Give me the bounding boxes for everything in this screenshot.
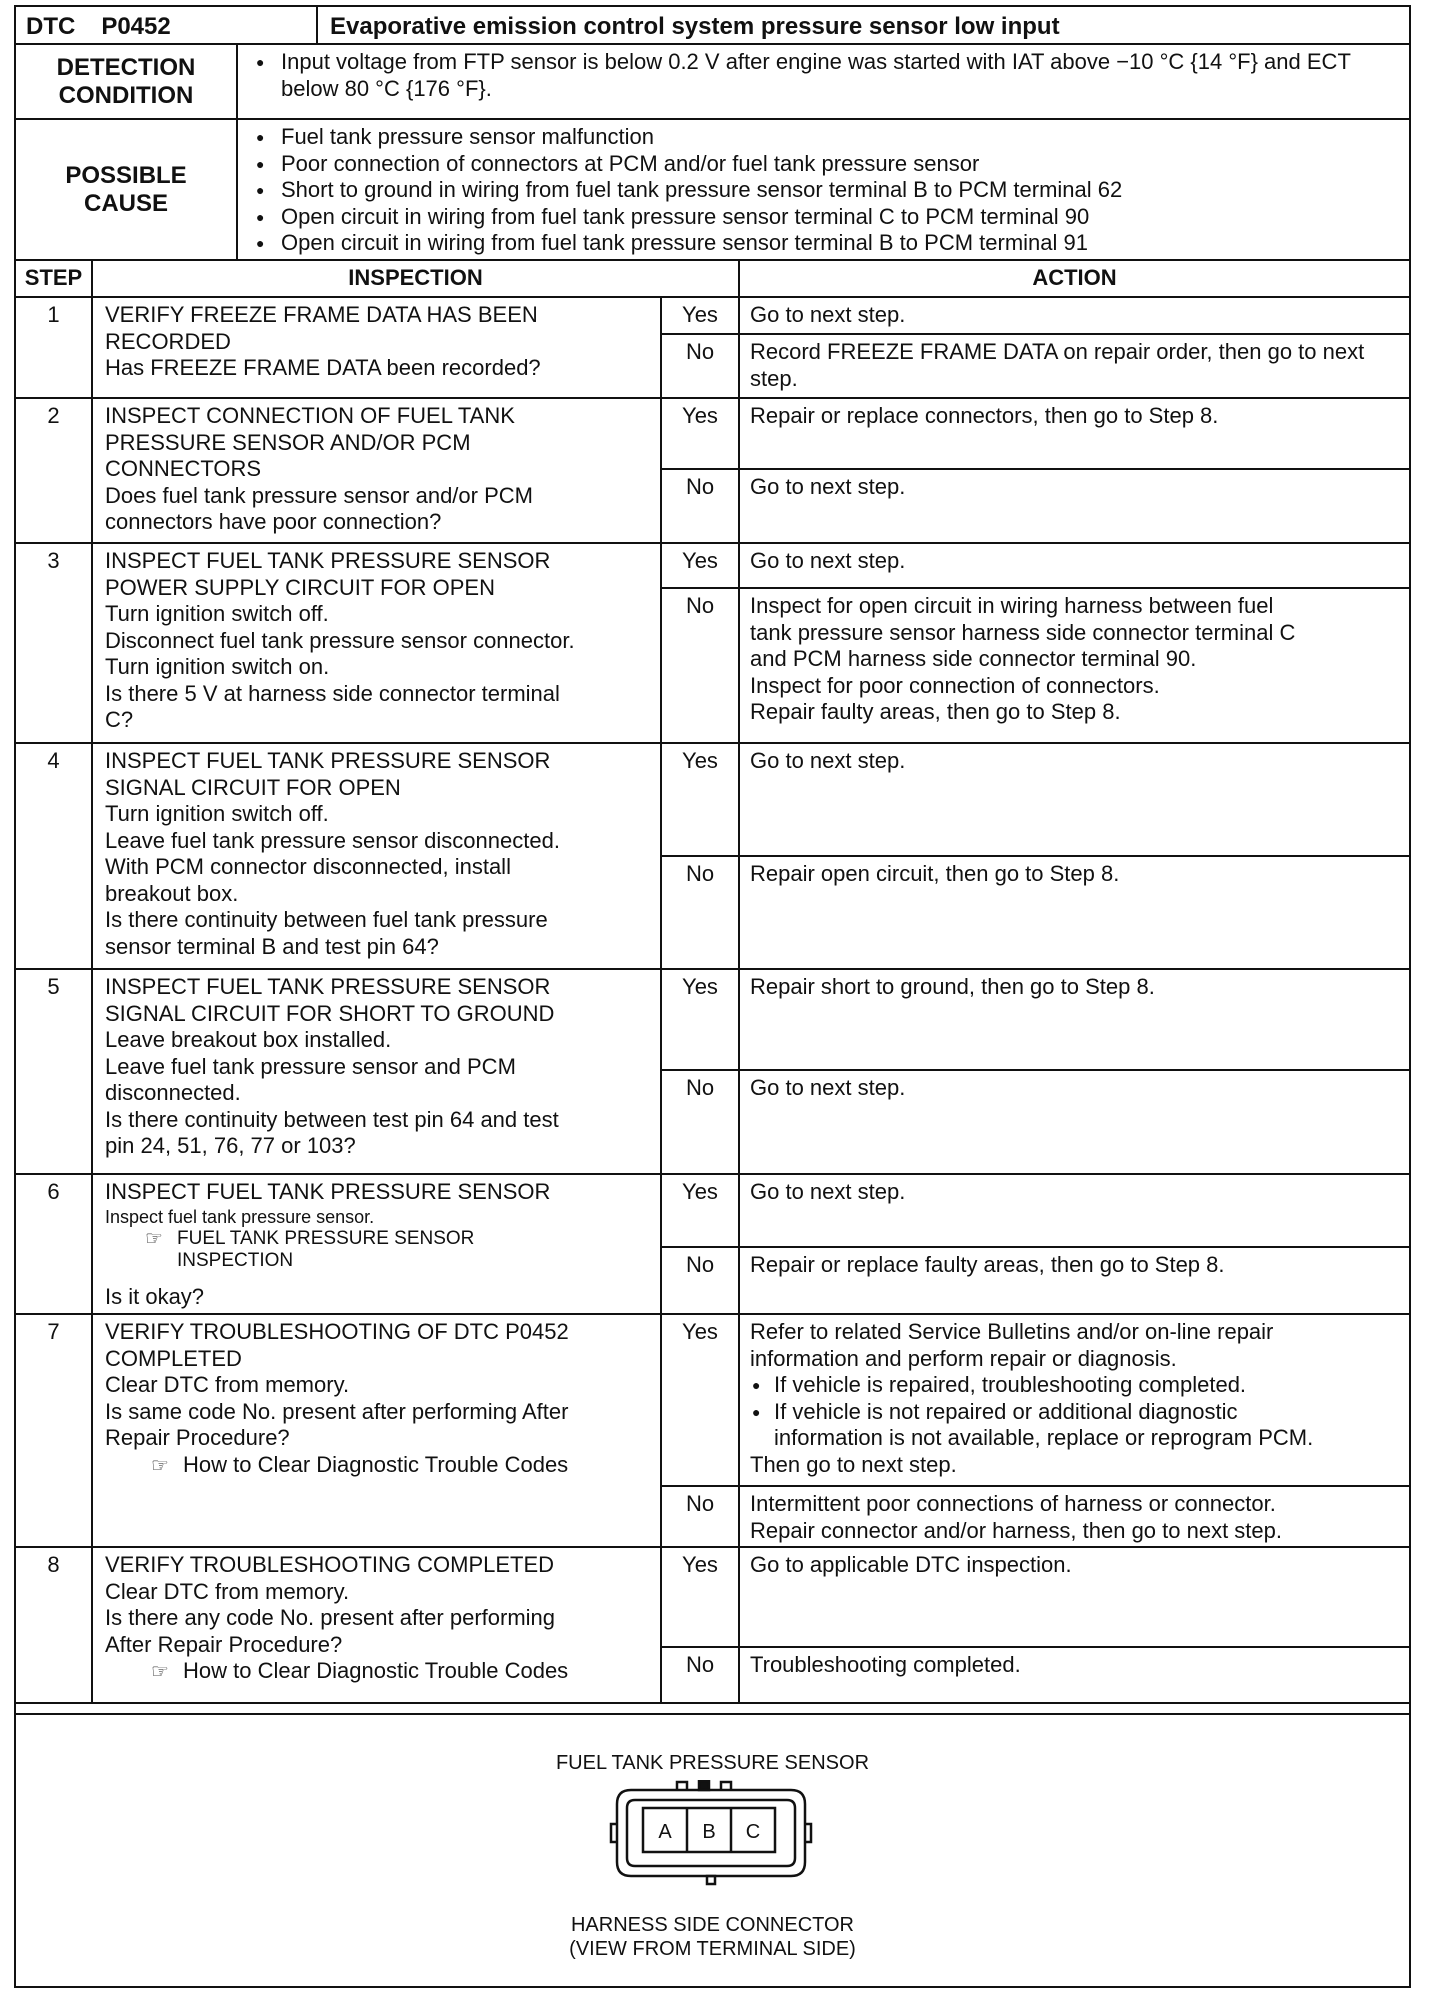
- pointing-hand-icon: ☞: [151, 1661, 169, 1683]
- manual-reference[interactable]: [105, 1452, 654, 1480]
- no-label: No: [661, 1647, 739, 1703]
- reference-text: FUEL TANK PRESSURE SENSOR INSPECTION: [177, 1227, 475, 1271]
- cause-item: ● Short to ground in wiring from fuel tank pressure sensor terminal B to PCM terminal 62: [256, 177, 1397, 204]
- table-row: [16, 1314, 1409, 1486]
- table-row: [16, 1547, 1409, 1647]
- cause-item: ● Poor connection of connectors at PCM and/or fuel tank pressure sensor: [256, 151, 1397, 178]
- diagram-title: FUEL TANK PRESSURE SENSOR: [555, 1752, 870, 1774]
- step-number: 5: [16, 969, 92, 1174]
- dtc-header: [16, 7, 1409, 45]
- no-action: Inspect for open circuit in wiring harness between fuel tank pressure sensor harness side connector terminal C and PCM harness side connector terminal 90. Inspect for poor connection of connectors. Repair faulty areas, then go to Step 8.: [739, 588, 1409, 743]
- inspection-title: INSPECT FUEL TANK PRESSURE SENSOR: [105, 1179, 551, 1204]
- no-label: No: [661, 856, 739, 969]
- yes-action: [739, 1314, 1409, 1486]
- inspection-text: VERIFY TROUBLESHOOTING OF DTC P0452 COMPLETED Clear DTC from memory. Is same code No. present after performing After Repair Procedure?: [105, 1319, 569, 1450]
- step-inspection: INSPECT FUEL TANK PRESSURE SENSOR POWER SUPPLY CIRCUIT FOR OPEN Turn ignition switch off. Disconnect fuel tank pressure sensor connector. Turn ignition switch on. Is there 5 V at harness side connector terminal C?: [92, 543, 661, 743]
- terminal-c-label: C: [745, 1821, 761, 1843]
- step-inspection: INSPECT FUEL TANK PRESSURE SENSOR SIGNAL CIRCUIT FOR SHORT TO GROUND Leave breakout box installed. Leave fuel tank pressure sensor and PCM disconnected. Is there continuity between test pin 64 and test pin 24, 51, 76, 77 or 103?: [92, 969, 661, 1174]
- terminal-b-label: B: [702, 1821, 716, 1843]
- step-number: 4: [16, 743, 92, 969]
- yes-label: Yes: [661, 297, 739, 334]
- yes-action: Go to next step.: [739, 1174, 1409, 1247]
- connector-latch-center: [699, 1781, 709, 1790]
- action-header: ACTION: [739, 261, 1409, 297]
- yes-action: Go to next step.: [739, 743, 1409, 856]
- dtc-p0452-sheet: [14, 5, 1411, 1988]
- step-header: STEP: [16, 261, 92, 297]
- connector-drawing: [591, 1780, 831, 1890]
- cause-label: POSSIBLE CAUSE: [16, 120, 238, 259]
- yes-label: Yes: [661, 1547, 739, 1647]
- dtc-code: P0452: [101, 13, 171, 40]
- action-outro: Then go to next step.: [750, 1451, 957, 1477]
- terminal-a-label: A: [658, 1821, 672, 1843]
- yes-action: Repair or replace connectors, then go to Step 8.: [739, 398, 1409, 469]
- step-number: 7: [16, 1314, 92, 1547]
- yes-action: Go to next step.: [739, 297, 1409, 334]
- no-label: No: [661, 588, 739, 743]
- step-number: 8: [16, 1547, 92, 1703]
- step-inspection: INSPECT FUEL TANK PRESSURE SENSOR SIGNAL CIRCUIT FOR OPEN Turn ignition switch off. Leave fuel tank pressure sensor disconnected. With PCM connector disconnected, install breakout box. Is there continuity between fuel tank pressure sensor terminal B and test pin 64?: [92, 743, 661, 969]
- step-inspection: [92, 1174, 661, 1314]
- reference-text: How to Clear Diagnostic Trouble Codes: [183, 1658, 569, 1683]
- yes-action: Go to applicable DTC inspection.: [739, 1547, 1409, 1647]
- diagram-caption-1: HARNESS SIDE CONNECTOR: [570, 1914, 854, 1936]
- possible-cause: [16, 120, 1409, 261]
- manual-reference[interactable]: [105, 1228, 654, 1272]
- step-number: 2: [16, 398, 92, 543]
- step-inspection: INSPECT CONNECTION OF FUEL TANK PRESSURE SENSOR AND/OR PCM CONNECTORS Does fuel tank pressure sensor and/or PCM connectors have poor connection?: [92, 398, 661, 543]
- yes-label: Yes: [661, 743, 739, 856]
- step-inspection: [92, 1314, 661, 1547]
- pointing-hand-icon: ☞: [145, 1227, 163, 1250]
- cause-item: ● Open circuit in wiring from fuel tank pressure sensor terminal B to PCM terminal 91: [256, 230, 1397, 257]
- no-action: Record FREEZE FRAME DATA on repair order, then go to next step.: [739, 334, 1409, 398]
- yes-action: Go to next step.: [739, 543, 1409, 588]
- no-action: Go to next step.: [739, 1070, 1409, 1174]
- detection-item: ● Input voltage from FTP sensor is below 0.2 V after engine was started with IAT above −10 °C {14 °F} and ECT below 80 °C {176 °F}.: [256, 49, 1397, 102]
- inspection-text: VERIFY TROUBLESHOOTING COMPLETED Clear DTC from memory. Is there any code No. present after performing After Repair Procedure?: [105, 1552, 556, 1657]
- connector-diagram: [16, 1713, 1409, 1986]
- table-row: [16, 969, 1409, 1070]
- no-label: No: [661, 1070, 739, 1174]
- no-action: Repair or replace faulty areas, then go to Step 8.: [739, 1247, 1409, 1314]
- step-number: 6: [16, 1174, 92, 1314]
- manual-reference[interactable]: [105, 1658, 654, 1686]
- reference-text: How to Clear Diagnostic Trouble Codes: [183, 1451, 569, 1477]
- action-intro: Refer to related Service Bulletins and/or on-line repair information and perform repair or diagnosis.: [750, 1319, 1274, 1371]
- dtc-id: [16, 7, 318, 43]
- dtc-label: DTC: [26, 13, 76, 40]
- detection-list: [256, 49, 1397, 102]
- inspection-header: INSPECTION: [92, 261, 739, 297]
- table-row: [16, 297, 1409, 334]
- no-label: No: [661, 1486, 739, 1547]
- no-label: No: [661, 469, 739, 543]
- step-number: 1: [16, 297, 92, 398]
- detection-condition: [16, 45, 1409, 120]
- action-bullet: ● If vehicle is repaired, troubleshooting completed.: [750, 1372, 1401, 1399]
- yes-label: Yes: [661, 543, 739, 588]
- pointing-hand-icon: ☞: [151, 1454, 169, 1477]
- table-row: [16, 543, 1409, 588]
- no-label: No: [661, 1247, 739, 1314]
- inspection-question: Is it okay?: [105, 1283, 205, 1309]
- diagram-caption-2: (VIEW FROM TERMINAL SIDE): [569, 1938, 856, 1960]
- inspection-table: [16, 261, 1409, 1704]
- no-label: No: [661, 334, 739, 398]
- no-action: Go to next step.: [739, 469, 1409, 543]
- yes-label: Yes: [661, 1314, 739, 1486]
- cause-list: [256, 124, 1397, 257]
- table-row: [16, 743, 1409, 856]
- yes-label: Yes: [661, 398, 739, 469]
- no-action: Troubleshooting completed.: [739, 1647, 1409, 1703]
- step-inspection: [92, 1547, 661, 1703]
- cause-item: ● Open circuit in wiring from fuel tank pressure sensor terminal C to PCM terminal 90: [256, 204, 1397, 231]
- inspection-instruction: Inspect fuel tank pressure sensor.: [105, 1206, 375, 1227]
- yes-action: Repair short to ground, then go to Step 8.: [739, 969, 1409, 1070]
- step-number: 3: [16, 543, 92, 743]
- step-inspection: VERIFY FREEZE FRAME DATA HAS BEEN RECORDED Has FREEZE FRAME DATA been recorded?: [92, 297, 661, 398]
- cause-item: ● Fuel tank pressure sensor malfunction: [256, 124, 1397, 151]
- yes-label: Yes: [661, 1174, 739, 1247]
- detection-label: DETECTION CONDITION: [16, 45, 238, 118]
- dtc-title: Evaporative emission control system pressure sensor low input: [330, 13, 1060, 40]
- yes-label: Yes: [661, 969, 739, 1070]
- table-row: [16, 1174, 1409, 1247]
- table-header-row: [16, 261, 1409, 297]
- no-action: Intermittent poor connections of harness or connector. Repair connector and/or harness, then go to next step.: [739, 1486, 1409, 1547]
- action-bullet: ● If vehicle is not repaired or additional diagnostic information is not available, replace or reprogram PCM.: [750, 1399, 1401, 1452]
- connector-bottom-key: [707, 1876, 715, 1884]
- table-row: [16, 398, 1409, 469]
- no-action: Repair open circuit, then go to Step 8.: [739, 856, 1409, 969]
